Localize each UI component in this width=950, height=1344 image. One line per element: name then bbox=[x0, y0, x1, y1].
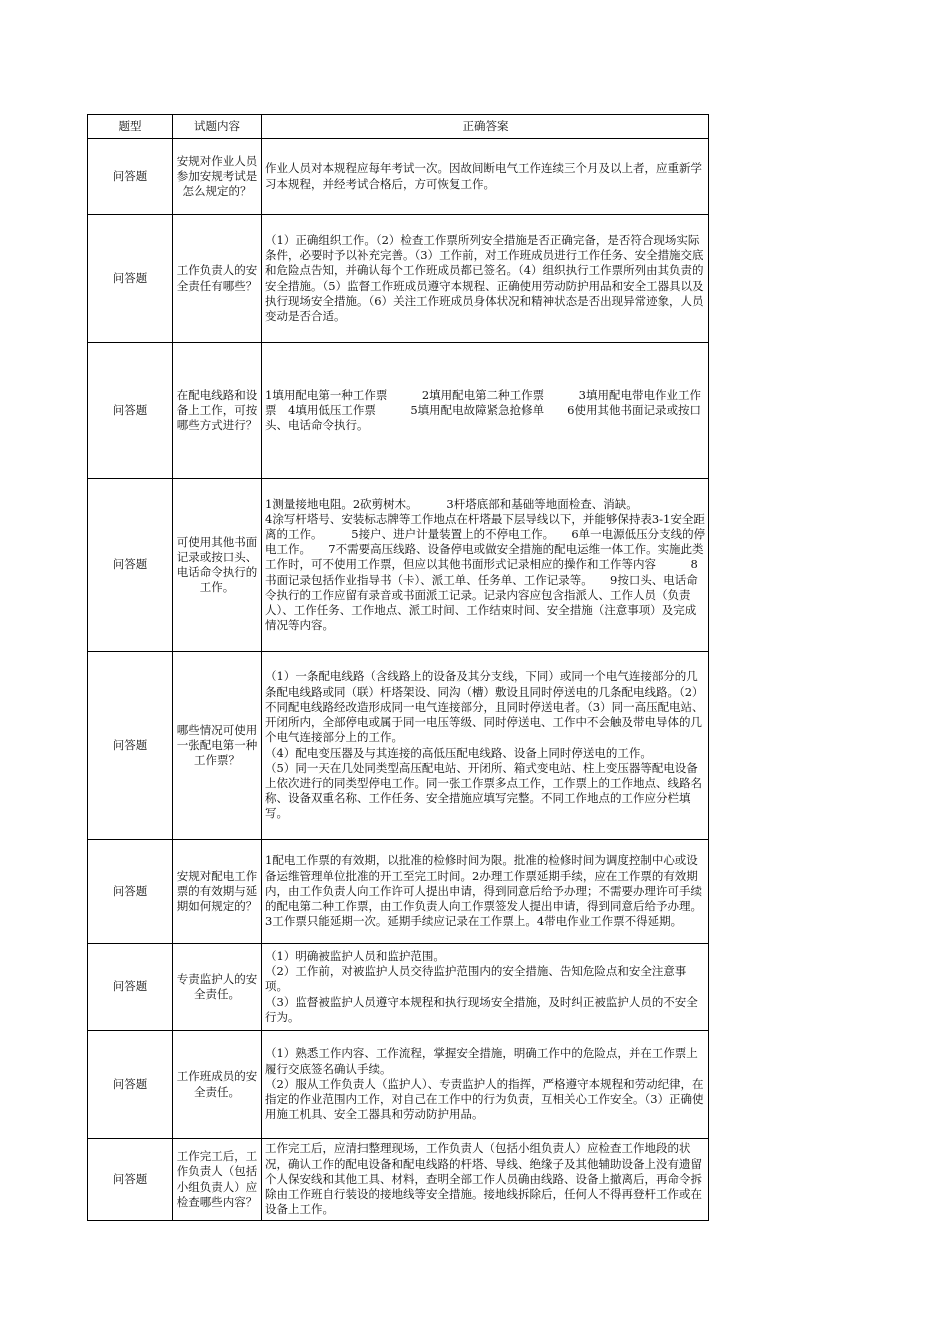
answer-cell bbox=[262, 1031, 709, 1139]
header-type: 题型 bbox=[88, 115, 173, 139]
answer-cell bbox=[262, 139, 709, 215]
table-row bbox=[88, 840, 709, 944]
question-cell: 工作班成员的安全责任。 bbox=[173, 1031, 262, 1139]
table-row bbox=[88, 944, 709, 1031]
answer-text: （1）正确组织工作。（2）检查工作票所列安全措施是否正确完备，是否符合现场实际条件，必要时予以补充完善。（3）工作前，对工作班成员进行工作任务、安全措施交底和危险点告知，并确认每个工作班成员都已签名。（4）组织执行工作票所列由其负责的安全措施。（5）监督工作班成员遵守本规程、正确使用劳动防护用品和安全工器具以及执行现场安全措施。（6）关注工作班成员身体状况和精神状态是否出现异常迹象，人员变动是否合适。 bbox=[265, 232, 704, 323]
table-row bbox=[88, 1031, 709, 1139]
answer-cell bbox=[262, 479, 709, 652]
question-cell: 专责监护人的安全责任。 bbox=[173, 944, 262, 1031]
answer-cell bbox=[262, 343, 709, 479]
answer-text: （1）明确被监护人员和监护范围。 （2）工作前，对被监护人员交待监护范围内的安全措施、告知危险点和安全注意事项。 （3）监督被监护人员遵守本规程和执行现场安全措施，及时纠正被监护人员的不安全行为。 bbox=[265, 948, 698, 1024]
answer-text: 1填用配电第一种工作票 2填用配电第二种工作票 3填用配电带电作业工作票 4填用低压工作票 5填用配电故障紧急抢修单 6使用其他书面记录或按口头、电话命令执行。 bbox=[265, 387, 701, 433]
table-row bbox=[88, 479, 709, 652]
question-cell: 工作完工后，工作负责人（包括小组负责人）应检查哪些内容？ bbox=[173, 1139, 262, 1221]
type-cell: 问答题 bbox=[88, 479, 173, 652]
question-cell: 安规对作业人员参加安规考试是怎么规定的？ bbox=[173, 139, 262, 215]
answer-text: （1）熟悉工作内容、工作流程，掌握安全措施，明确工作中的危险点，并在工作票上履行交底签名确认手续。 （2）服从工作负责人（监护人）、专责监护人的指挥，严格遵守本规程和劳动纪律，在指定的作业范围内工作，对自己在工作中的行为负责，互相关心工作安全。（3）正确使用施工机具、安全工器具和劳动防护用品。 bbox=[265, 1046, 704, 1122]
header-question: 试题内容 bbox=[173, 115, 262, 139]
qa-table bbox=[87, 114, 709, 1221]
question-cell: 哪些情况可使用一张配电第一种工作票？ bbox=[173, 652, 262, 840]
answer-text: 1配电工作票的有效期，以批准的检修时间为限。批准的检修时间为调度控制中心或设备运维管理单位批准的开工至完工时间。2办理工作票延期手续，应在工作票的有效期内，由工作负责人向工作许可人提出申请，得到同意后给予办理；不需要办理许可手续的配电第二种工作票，由工作负责人向工作票签发人提出申请，得到同意后给予办理。3工作票只能延期一次。延期手续应记录在工作票上。4带电作业工作票不得延期。 bbox=[265, 853, 702, 929]
answer-cell bbox=[262, 215, 709, 343]
header-row bbox=[88, 115, 709, 139]
type-cell: 问答题 bbox=[88, 1139, 173, 1221]
answer-text: 1测量接地电阻。2砍剪树木。 3杆塔底部和基础等地面检查、消缺。 4涂写杆塔号、安装标志牌等工作地点在杆塔最下层导线以下，并能够保持表3-1安全距离的工作。 5接户、进户计量装置上的不停电工作。 6单一电源低压分支线的停电工作。 7不需要高压线路、设备停电或做安全措施的配电运维一体工作。实施此类工作时，可不使用工作票，但应以其他书面形式记录相应的操作和工作等内容 8书面记录包括作业指导书（卡）、派工单、任务单、工作记录等。 9按口头、电话命令执行的工作应留有录音或书面派工记录。记录内容应包含指派人、工作人员（负责人）、工作任务、工作地点、派工时间、工作结束时间、安全措施（注意事项）及完成情况等内容。 bbox=[265, 496, 706, 633]
table-row bbox=[88, 343, 709, 479]
type-cell: 问答题 bbox=[88, 1031, 173, 1139]
table-row bbox=[88, 215, 709, 343]
answer-cell bbox=[262, 652, 709, 840]
answer-text: （1）一条配电线路（含线路上的设备及其分支线，下同）或同一个电气连接部分的几条配电线路或同（联）杆塔架设、同沟（槽）敷设且同时停送电的几条配电线路。（2）不同配电线路经改造形成同一电气连接部分，且同时停送电者。（3）同一高压配电站、开闭所内，全部停电或属于同一电压等级、同时停送电、工作中不会触及带电导体的几个电气连接部分上的工作。 （4）配电变压器及与其连接的高低压配电线路、设备上同时停送电的工作。 （5）同一天在几处同类型高压配电站、开闭所、箱式变电站、柱上变压器等配电设备上依次进行的同类型停电工作。同一张工作票多点工作，工作票上的工作地点、线路名称、设备双重名称、工作任务、安全措施应填写完整。不同工作地点的工作应分栏填写。 bbox=[265, 669, 704, 821]
answer-cell bbox=[262, 944, 709, 1031]
type-cell: 问答题 bbox=[88, 215, 173, 343]
table-row bbox=[88, 652, 709, 840]
question-cell: 可使用其他书面记录或按口头、电话命令执行的工作。 bbox=[173, 479, 262, 652]
type-cell: 问答题 bbox=[88, 139, 173, 215]
answer-text: 工作完工后，应清扫整理现场，工作负责人（包括小组负责人）应检查工作地段的状况，确认工作的配电设备和配电线路的杆塔、导线、绝缘子及其他辅助设备上没有遗留个人保安线和其他工具、材料，查明全部工作人员确由线路、设备上撤离后，再命令拆除由工作班自行装设的接地线等安全措施。接地线拆除后，任何人不得再登杆工作或在设备上工作。 bbox=[265, 1141, 702, 1217]
type-cell: 问答题 bbox=[88, 343, 173, 479]
type-cell: 问答题 bbox=[88, 840, 173, 944]
type-cell: 问答题 bbox=[88, 652, 173, 840]
type-cell: 问答题 bbox=[88, 944, 173, 1031]
answer-cell bbox=[262, 1139, 709, 1221]
table-row bbox=[88, 1139, 709, 1221]
answer-text: 作业人员对本规程应每年考试一次。因故间断电气工作连续三个月及以上者，应重新学习本规程，并经考试合格后，方可恢复工作。 bbox=[265, 161, 702, 191]
table-row bbox=[88, 139, 709, 215]
question-cell: 安规对配电工作票的有效期与延期如何规定的？ bbox=[173, 840, 262, 944]
question-cell: 工作负责人的安全责任有哪些？ bbox=[173, 215, 262, 343]
header-answer: 正确答案 bbox=[262, 115, 709, 139]
question-cell: 在配电线路和设备上工作，可按哪些方式进行？ bbox=[173, 343, 262, 479]
answer-cell bbox=[262, 840, 709, 944]
